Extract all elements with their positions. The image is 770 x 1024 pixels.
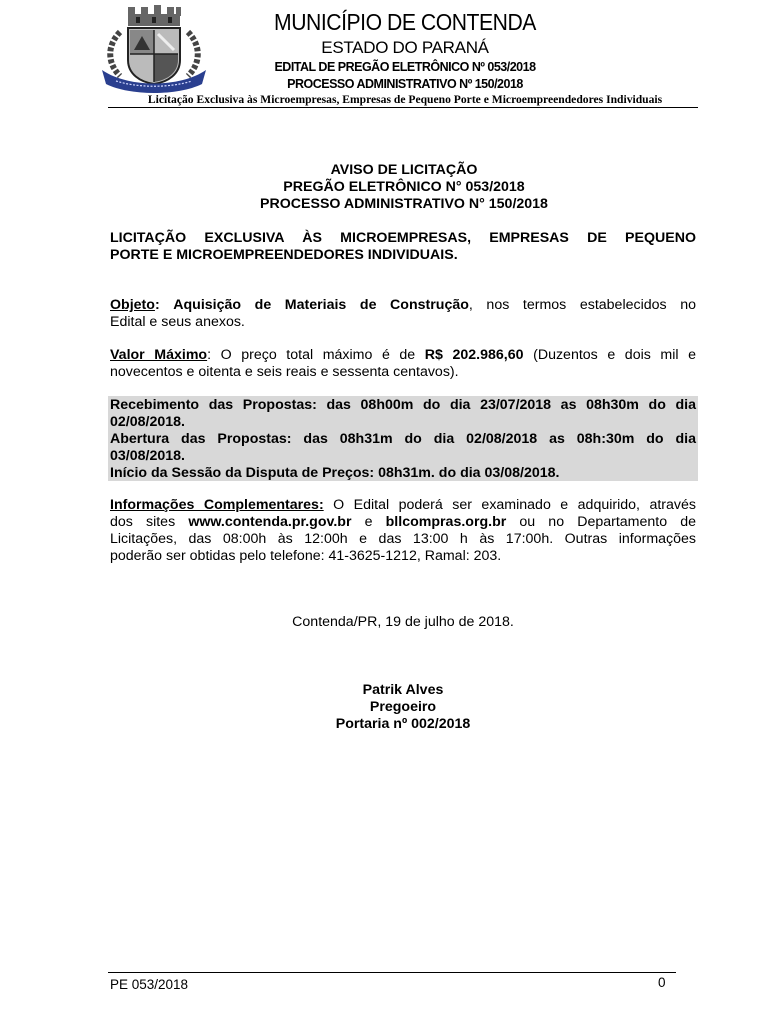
- site-link-bllcompras[interactable]: bllcompras.org.br: [385, 514, 507, 530]
- date-line: Contenda/PR, 19 de julho de 2018.: [292, 614, 514, 630]
- info-text-3: Licitações, das 08:00h às 12:00h e das 13:00 h às 17:00h. Outras informações: [110, 531, 696, 547]
- schedule-session-start: Início da Sessão da Disputa de Preços: 08h31m. do dia 03/08/2018.: [110, 465, 560, 481]
- processo-number: PROCESSO ADMINISTRATIVO Nº 150/2018: [287, 77, 523, 91]
- schedule-opening-end: 03/08/2018.: [110, 448, 185, 464]
- footer-document-code: PE 053/2018: [110, 977, 189, 992]
- municipal-coat-of-arms: [98, 4, 210, 94]
- notice-processo: PROCESSO ADMINISTRATIVO N° 150/2018: [260, 196, 548, 212]
- objeto-rest: , nos termos estabelecidos no: [468, 297, 696, 313]
- objeto-colon: :: [154, 297, 160, 313]
- info-text-4: poderão ser obtidas pelo telefone: 41-3625-1212, Ramal: 203.: [110, 548, 502, 564]
- info-text-2a: dos sites: [110, 514, 189, 530]
- valor-text-2: (Duzentos e dois mil e: [523, 347, 696, 363]
- state-title: ESTADO DO PARANÁ: [321, 38, 489, 57]
- info-label: Informações Complementares:: [110, 497, 324, 513]
- exclusive-line-1: LICITAÇÃO EXCLUSIVA ÀS MICROEMPRESAS, EMPRESAS DE PEQUENO: [110, 230, 696, 246]
- valor-paragraph: [110, 347, 696, 381]
- schedule-receipt: Recebimento das Propostas: das 08h00m do dia 23/07/2018 as 08h30m do dia: [110, 397, 696, 413]
- schedule-receipt-end: 02/08/2018.: [110, 414, 185, 430]
- notice-title-block: [110, 162, 698, 213]
- valor-text-1: : O preço total máximo é de: [207, 347, 425, 363]
- header-divider: [108, 107, 698, 108]
- info-text-2b: e: [351, 514, 386, 530]
- page-number: 0: [658, 975, 666, 990]
- municipality-title: MUNICÍPIO DE CONTENDA: [274, 9, 536, 35]
- objeto-description: Aquisição de Materiais de Construção: [173, 297, 469, 313]
- notice-title: AVISO DE LICITAÇÃO: [330, 162, 478, 178]
- signatory-role: Pregoeiro: [369, 699, 437, 715]
- valor-text-3: novecentos e oitenta e seis reais e sessenta centavos).: [110, 364, 459, 380]
- header-subtitle: Licitação Exclusiva às Microempresas, Empresas de Pequeno Porte e Microempreendedores Individuais: [147, 93, 663, 106]
- info-text-2c: ou no Departamento de: [506, 514, 697, 530]
- signatory-portaria: Portaria nº 002/2018: [335, 716, 471, 732]
- valor-amount: R$ 202.986,60: [424, 347, 524, 363]
- info-paragraph: [110, 497, 696, 565]
- objeto-rest-2: Edital e seus anexos.: [110, 314, 245, 330]
- notice-pregao: PREGÃO ELETRÔNICO N° 053/2018: [283, 179, 525, 195]
- signatory-name: Patrik Alves: [362, 682, 444, 698]
- schedule-opening: Abertura das Propostas: das 08h31m do dia 02/08/2018 as 08h:30m do dia: [110, 431, 696, 447]
- exclusive-line-2: PORTE E MICROEMPREENDEDORES INDIVIDUAIS.: [110, 247, 458, 263]
- objeto-paragraph: [110, 297, 696, 331]
- exclusive-statement: [110, 230, 696, 264]
- valor-label: Valor Máximo: [110, 347, 208, 363]
- info-text-1: O Edital poderá ser examinado e adquirido, através: [323, 497, 696, 513]
- objeto-label: Objeto: [110, 297, 155, 313]
- edital-number: EDITAL DE PREGÃO ELETRÔNICO Nº 053/2018: [274, 60, 536, 74]
- site-link-contenda[interactable]: www.contenda.pr.gov.br: [188, 514, 352, 530]
- footer-divider: [108, 972, 676, 973]
- signature-block: [110, 682, 696, 733]
